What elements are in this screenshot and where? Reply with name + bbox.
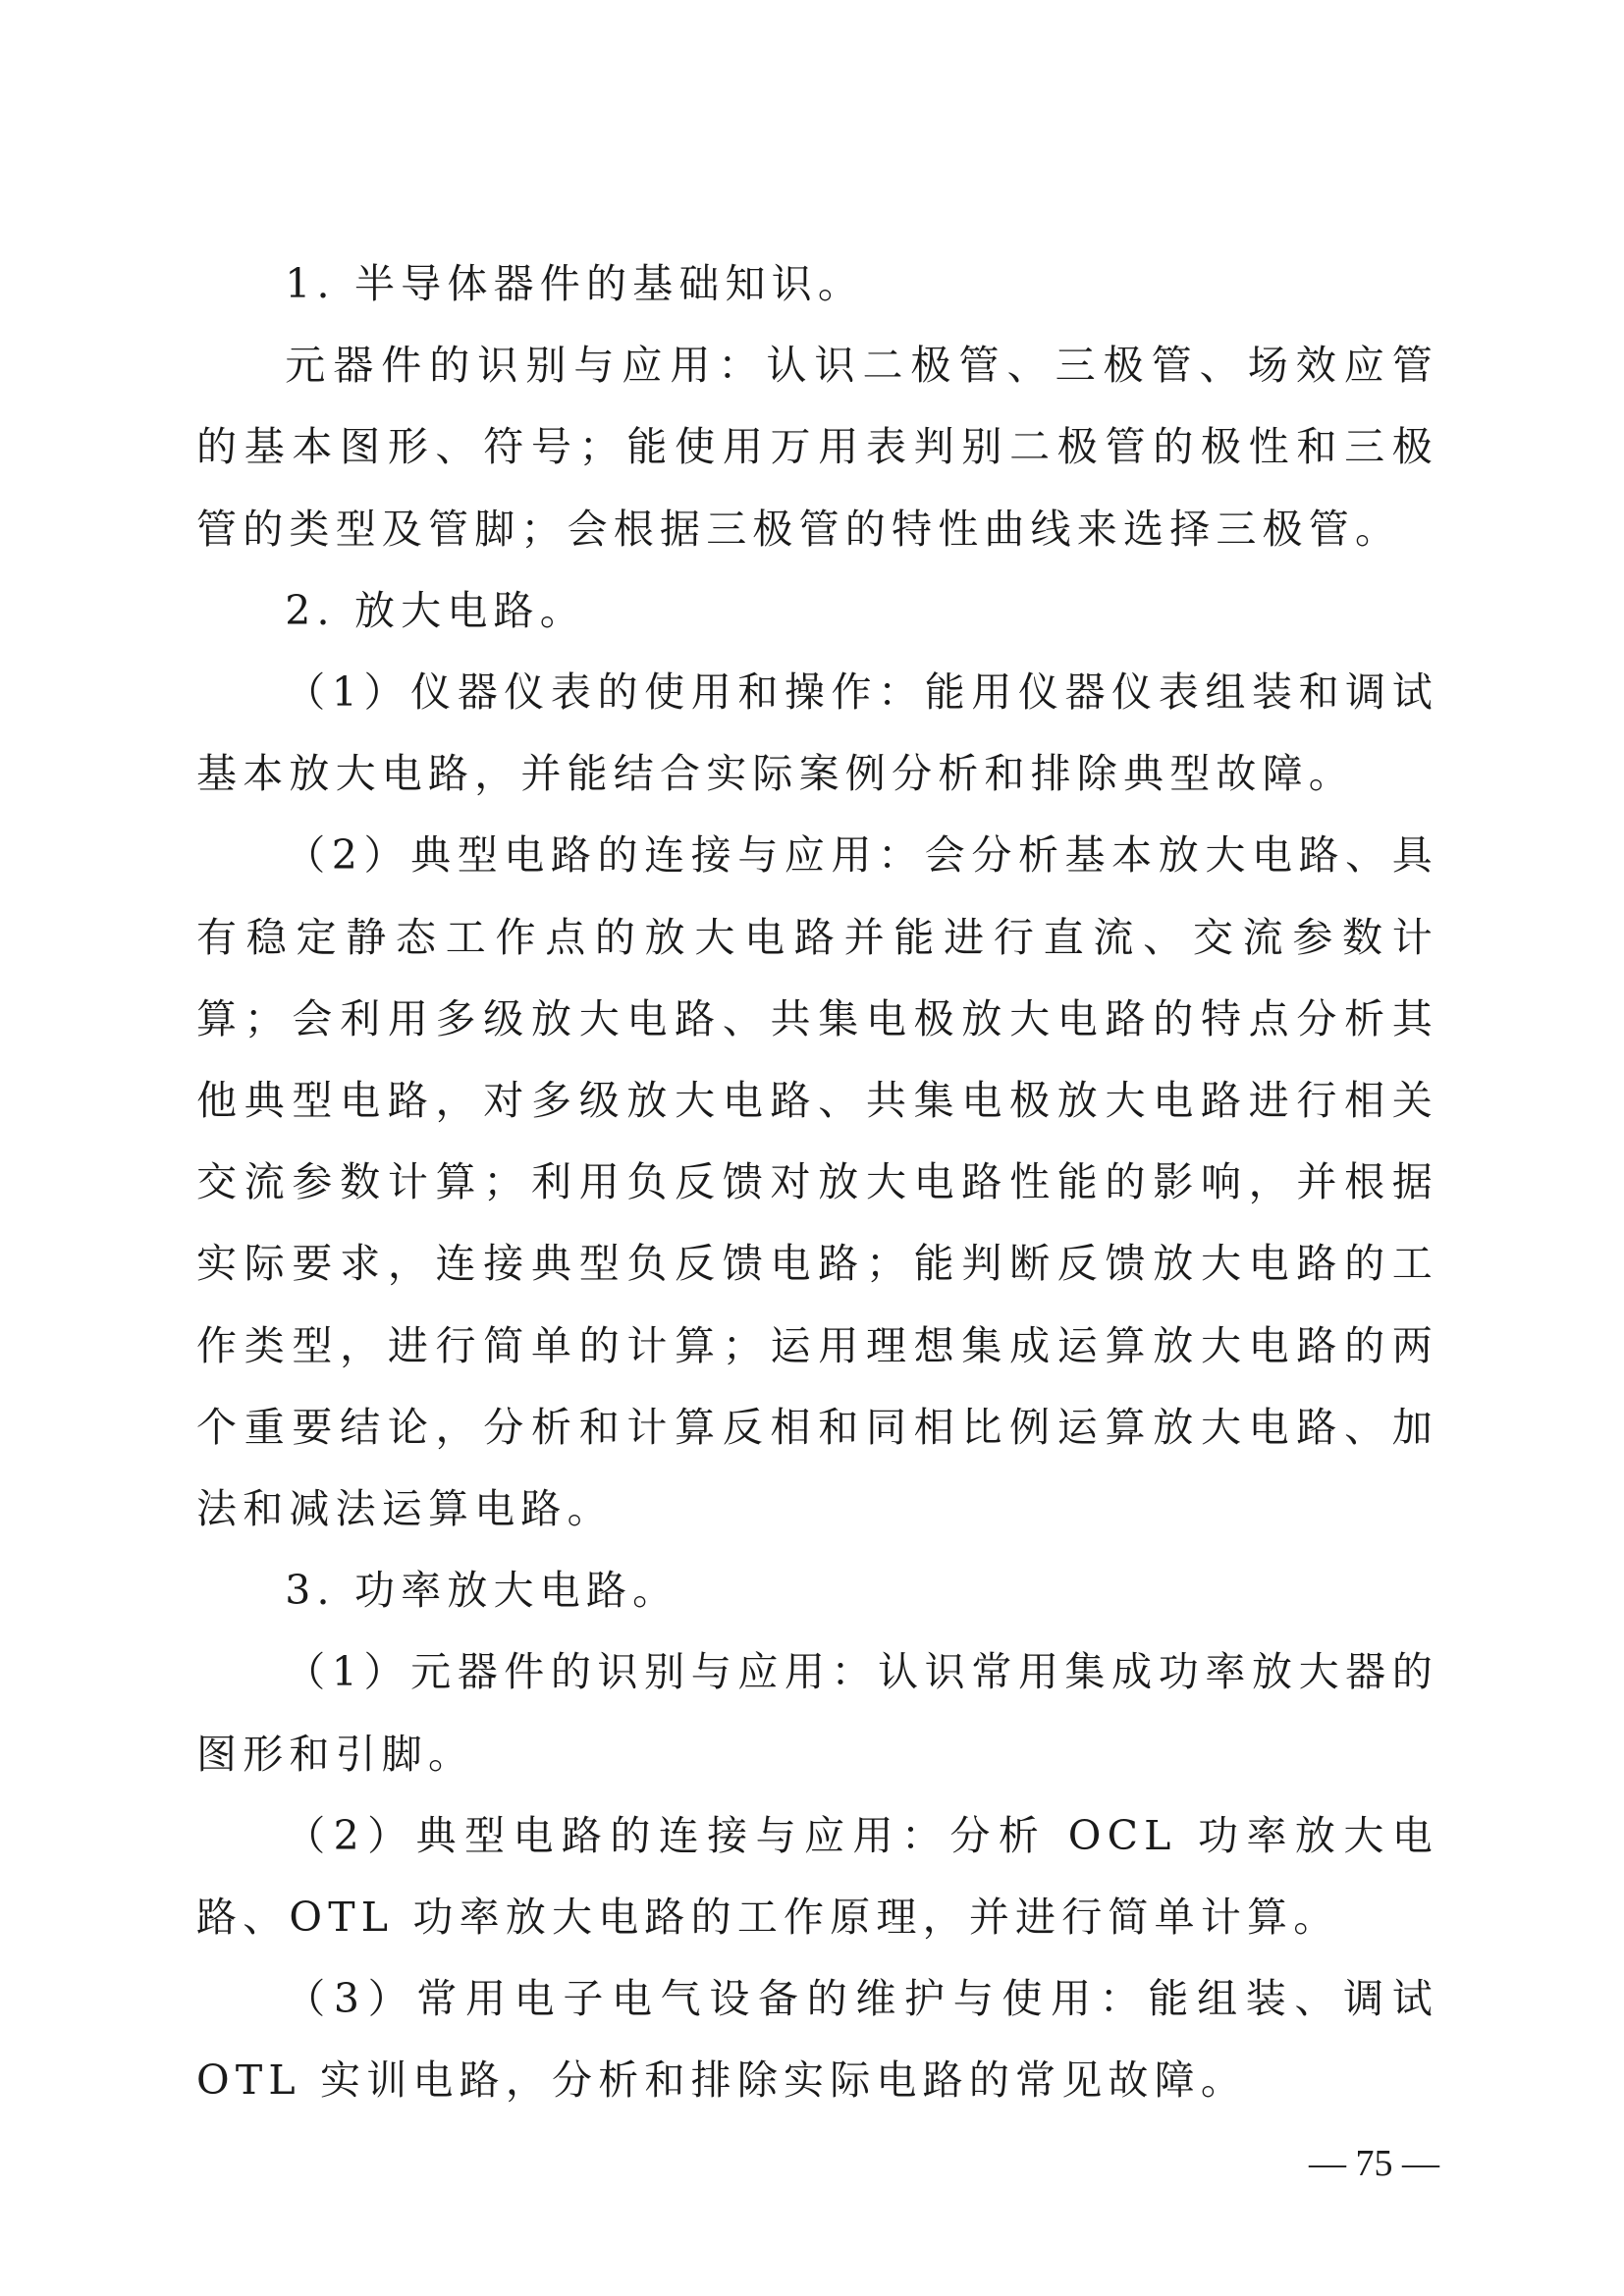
paragraph-power-amp-components: （1）元器件的识别与应用：认识常用集成功率放大器的图形和引脚。: [196, 1648, 1438, 1778]
paragraph-power-amp-circuits: （2）典型电路的连接与应用：分析 OCL 功率放大电路、OTL 功率放大电路的工作原理，并进行简单计算。: [196, 1811, 1438, 1942]
section-heading-3: 3. 功率放大电路。: [285, 1567, 679, 1615]
section-heading-1: 1. 半导体器件的基础知识。: [285, 260, 865, 307]
paragraph-component-identification: 元器件的识别与应用：认识二极管、三极管、场效应管的基本图形、符号；能使用万用表判别二极管的极性和三极管的类型及管脚；会根据三极管的特性曲线来选择三极管。: [196, 342, 1438, 553]
page-number: — 75 —: [1309, 2143, 1439, 2184]
paragraph-equipment-maintenance: （3）常用电子电气设备的维护与使用：能组装、调试 OTL 实训电路，分析和排除实际电路的常见故障。: [196, 1975, 1438, 2105]
body-text: [196, 243, 1438, 2122]
paragraph-instrument-operation: （1）仪器仪表的使用和操作：能用仪器仪表组装和调试基本放大电路，并能结合实际案例分析和排除典型故障。: [196, 668, 1438, 798]
section-heading-2: 2. 放大电路。: [285, 586, 586, 634]
paragraph-typical-circuits: （2）典型电路的连接与应用：会分析基本放大电路、具有稳定静态工作点的放大电路并能进行直流、交流参数计算；会利用多级放大电路、共集电极放大电路的特点分析其他典型电路，对多级放大电路、共集电极放大电路进行相关交流参数计算；利用负反馈对放大电路性能的影响，并根据实际要求，连接典型负反馈电路；能判断反馈放大电路的工作类型，进行简单的计算；运用理想集成运算放大电路的两个重要结论，分析和计算反相和同相比例运算放大电路、加法和减法运算电路。: [196, 831, 1438, 1533]
